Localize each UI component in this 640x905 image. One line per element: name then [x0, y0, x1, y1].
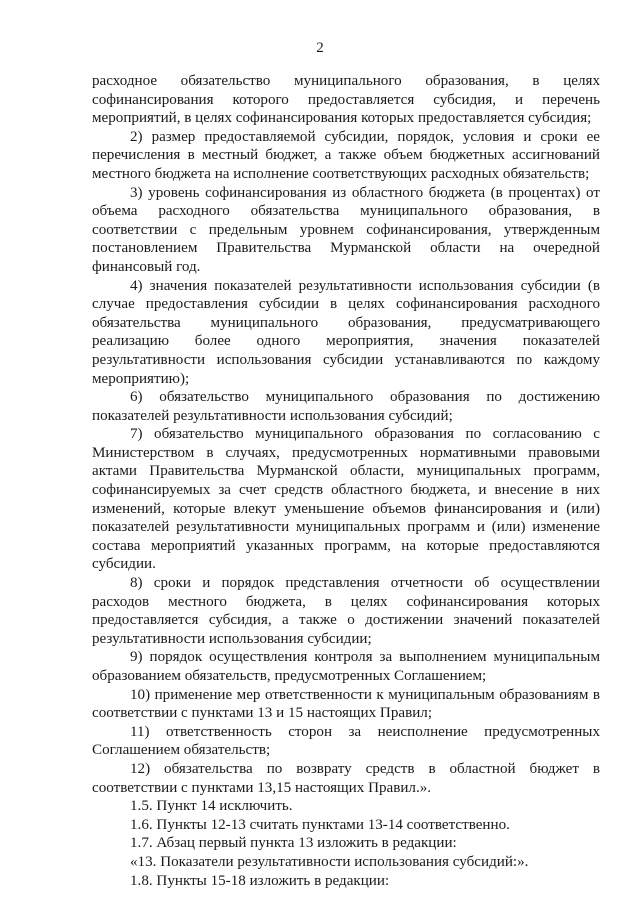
text-line: 1.8. Пункты 15-18 изложить в редакции: [130, 872, 390, 889]
text-line: результативности использования субсидии устанавливаются по каждому [92, 351, 600, 368]
text-line: 4) значения показателей результативности использования субсидии (в [130, 277, 600, 294]
text-line: актами Правительства Мурманской области, муниципальных программ, [92, 463, 600, 480]
text-line: 7) обязательство муниципального образования по согласованию с [130, 426, 600, 443]
document-body [92, 72, 600, 890]
text-line: перечисления в местный бюджет, а также объем бюджетных ассигнований [92, 147, 600, 164]
text-line: реализацию более одного мероприятия, значения показателей [92, 333, 600, 350]
text-line: расходов местного бюджета, в целях софинансирования которых [92, 593, 600, 610]
text-line: Соглашением обязательств; [92, 742, 271, 759]
text-line: показателей результативности муниципальных программ и (или) изменение [92, 519, 600, 536]
text-line: местного бюджета на исполнение соответствующих расходных обязательств; [92, 165, 590, 182]
text-line: случае предоставления субсидии в целях софинансирования расходного [92, 296, 600, 313]
text-line: 12) обязательства по возврату средств в областной бюджет в [130, 760, 600, 777]
text-line: показателей результативности использования субсидий; [92, 407, 453, 424]
text-line: Министерством в случаях, предусмотренных нормативными правовыми [92, 444, 600, 461]
text-line: мероприятий, в целях софинансирования которых предоставляется субсидия; [92, 110, 592, 127]
text-line: обязательства муниципального образования, предусматривающего [92, 314, 600, 331]
text-line: софинансируемых за счет средств областного бюджета, и внесение в них [92, 482, 600, 499]
text-line: 3) уровень софинансирования из областного бюджета (в процентах) от [130, 184, 600, 201]
text-line: софинансирования которого предоставляется субсидия, и перечень [92, 91, 600, 108]
text-line: 1.5. Пункт 14 исключить. [130, 798, 293, 815]
text-line: соответствии с пунктами 13,15 настоящих Правил.». [92, 779, 432, 796]
text-line: 8) сроки и порядок представления отчетности об осуществлении [130, 575, 600, 592]
text-line: «13. Показатели результативности использования субсидий:». [130, 853, 529, 870]
text-line: мероприятию); [92, 370, 190, 387]
text-line: расходное обязательство муниципального образования, в целях [92, 73, 600, 89]
text-line: 1.6. Пункты 12-13 считать пунктами 13-14 соответственно. [130, 816, 510, 833]
text-line: 9) порядок осуществления контроля за выполнением муниципальным [130, 649, 600, 666]
text-line: соответствии с предельным уровнем софинансирования, утвержденным [92, 221, 600, 238]
text-line: соответствии с пунктами 13 и 15 настоящих Правил; [92, 705, 433, 722]
text-line: предоставляется субсидия, а также о достижении значений показателей [92, 612, 600, 629]
text-line: 1.7. Абзац первый пункта 13 изложить в редакции: [130, 835, 457, 852]
text-line: 11) ответственность сторон за неисполнение предусмотренных [130, 723, 600, 740]
text-line: постановлением Правительства Мурманской области на очередной [92, 240, 600, 257]
text-line: финансовый год. [92, 258, 201, 275]
text-line: образованием обязательств, предусмотренных Соглашением; [92, 668, 487, 684]
text-line: субсидии. [92, 556, 156, 573]
text-line: изменений, которые влекут уменьшение объемов финансирования и (или) [92, 500, 600, 517]
text-line: результативности использования субсидии; [92, 630, 372, 647]
text-line: 2) размер предоставляемой субсидии, порядок, условия и сроки ее [130, 128, 600, 145]
text-line: 6) обязательство муниципального образования по достижению [130, 389, 600, 406]
page-number: 2 [316, 40, 324, 56]
text-line: 10) применение мер ответственности к муниципальным образованиям в [130, 686, 600, 703]
text-line: объема расходного обязательства муниципального образования, в [92, 203, 600, 220]
text-line: состава мероприятий указанных программ, на которые предоставляются [92, 537, 600, 554]
